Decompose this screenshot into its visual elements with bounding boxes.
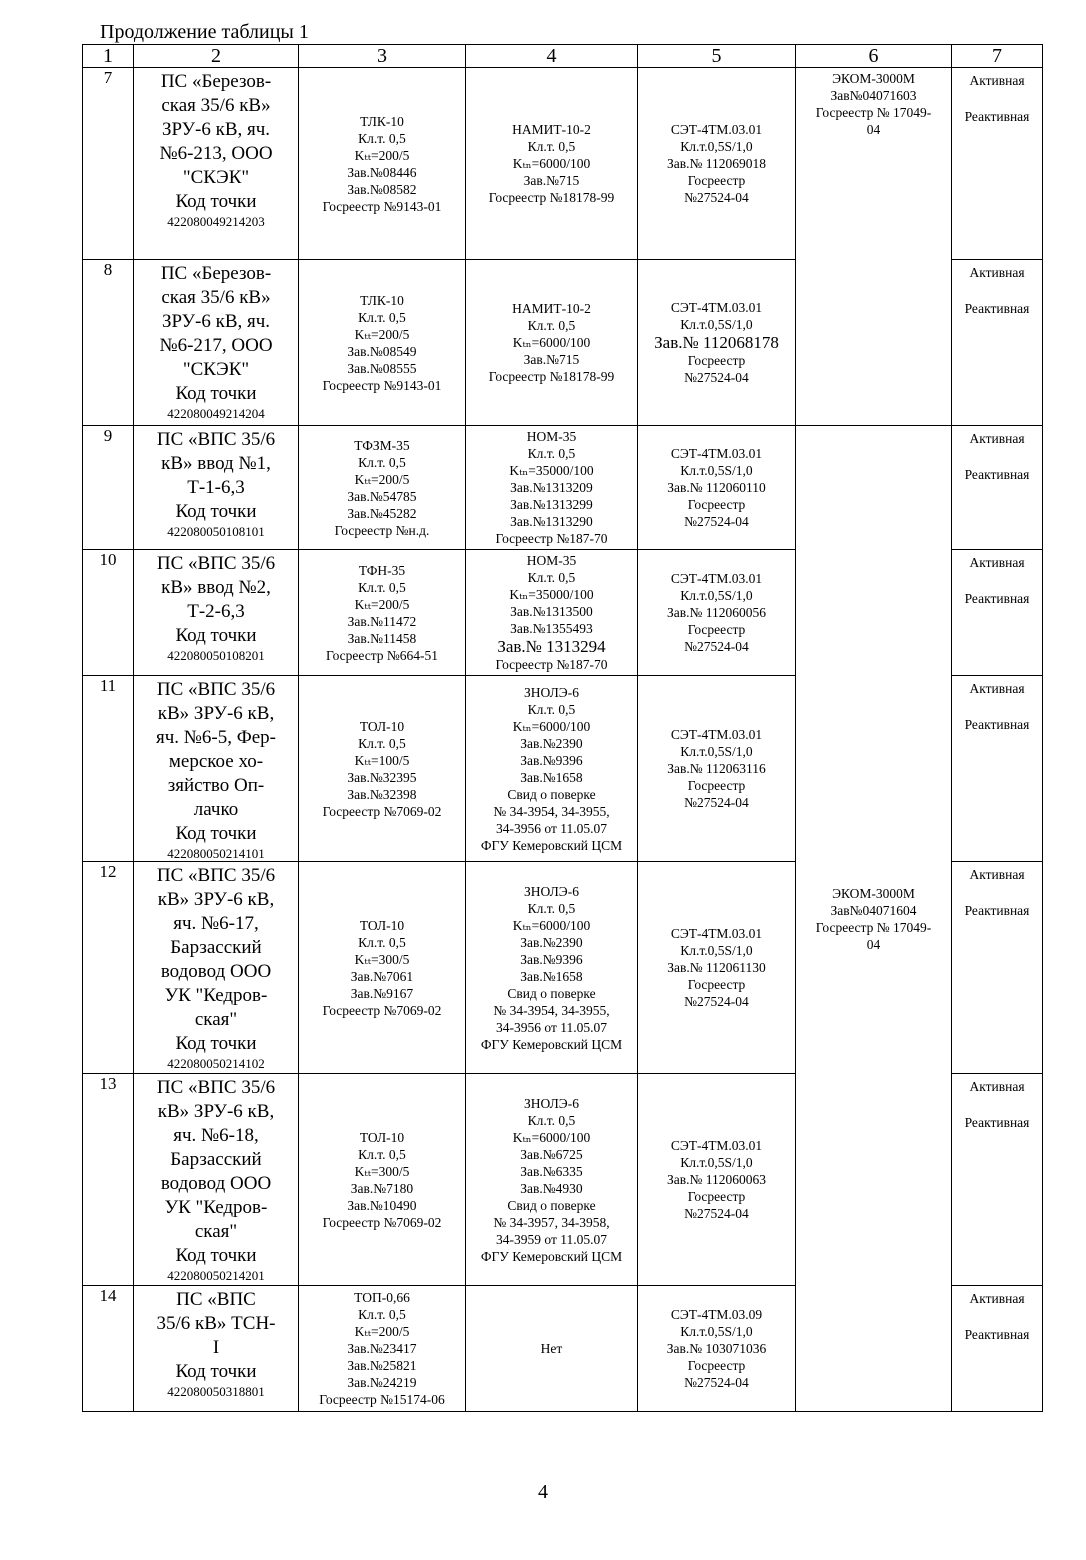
cell-line: 34-3956 от 11.05.07 bbox=[496, 1019, 607, 1035]
name-line: кВ» ввод №1, bbox=[161, 453, 271, 474]
cell-line: СЭТ-4ТМ.03.01 bbox=[670, 727, 763, 742]
meter-cell bbox=[638, 68, 796, 260]
cell-line: Госреестр bbox=[687, 497, 746, 512]
voltage-transformer-cell bbox=[466, 426, 638, 550]
header-cell: 7 bbox=[952, 45, 1043, 68]
cell-line: Kₜₜ=300/5 bbox=[354, 951, 410, 967]
metering-point-name bbox=[134, 550, 299, 676]
voltage-transformer-cell bbox=[466, 260, 638, 426]
meter-cell bbox=[638, 1074, 796, 1286]
cell-line: №27524-04 bbox=[684, 514, 749, 529]
row-number: 13 bbox=[83, 1074, 134, 1286]
cell-line: Зав.№24219 bbox=[347, 1375, 417, 1390]
header-cell: 5 bbox=[638, 45, 796, 68]
cell-line: №27524-04 bbox=[684, 639, 749, 654]
cell-line: Кл.т.0,5S/1,0 bbox=[680, 463, 753, 478]
cell-line: ТЛК-10 bbox=[360, 113, 404, 129]
cell-line: Госреестр №187-70 bbox=[495, 531, 608, 546]
cell-line: Зав.№1658 bbox=[520, 968, 583, 984]
cell-line: Зав.№6335 bbox=[520, 1163, 583, 1179]
energy-active: Активная bbox=[969, 681, 1025, 696]
cell-line: Кл.т. 0,5 bbox=[358, 1146, 406, 1162]
current-transformer-cell bbox=[299, 1286, 466, 1412]
row-number: 10 bbox=[83, 550, 134, 676]
cell-line: Госреестр bbox=[687, 173, 746, 188]
controller-line: ЭКОМ-3000М bbox=[832, 71, 915, 86]
cell-line: СЭТ-4ТМ.03.01 bbox=[670, 571, 763, 586]
cell-line: Госреестр bbox=[687, 1189, 746, 1204]
name-line: лачко bbox=[193, 799, 239, 820]
cell-line: Зав.№23417 bbox=[347, 1341, 417, 1356]
cell-line: Кл.т. 0,5 bbox=[358, 454, 406, 470]
meter-cell bbox=[638, 676, 796, 862]
name-line: I bbox=[212, 1337, 220, 1358]
cell-line: Госреестр bbox=[687, 977, 746, 992]
energy-reactive: Реактивная bbox=[964, 591, 1030, 606]
cell-line: Зав.№ 112068178 bbox=[654, 333, 779, 352]
name-line: яч. №6-17, bbox=[173, 913, 259, 934]
energy-type-cell bbox=[952, 1074, 1043, 1286]
controller-line: 04 bbox=[866, 936, 881, 952]
cell-line: Кл.т. 0,5 bbox=[527, 139, 576, 154]
name-line: Т-2-6,3 bbox=[187, 601, 245, 622]
cell-line: НАМИТ-10-2 bbox=[512, 301, 591, 316]
energy-type-cell bbox=[952, 550, 1043, 676]
energy-type-cell bbox=[952, 426, 1043, 550]
cell-line: Госреестр bbox=[687, 353, 746, 368]
cell-line: Kₜₜ=200/5 bbox=[354, 147, 410, 163]
cell-line: Кл.т.0,5S/1,0 bbox=[680, 943, 753, 958]
cell-line: ТОЛ-10 bbox=[359, 718, 405, 734]
name-line: Барзасский bbox=[170, 937, 262, 958]
name-line: ская 35/6 кВ» bbox=[161, 95, 271, 116]
cell-line: ТЛК-10 bbox=[360, 292, 404, 308]
cell-line: №27524-04 bbox=[684, 1206, 749, 1221]
cell-line: Зав.№08582 bbox=[347, 181, 417, 197]
cell-line: Kₜₜ=300/5 bbox=[354, 1163, 410, 1179]
name-line: кВ» ЗРУ-6 кВ, bbox=[157, 703, 275, 724]
cell-line: Госреестр №664-51 bbox=[325, 647, 439, 663]
cell-line: Kₜₜ=100/5 bbox=[354, 752, 410, 768]
name-line: Код точки bbox=[175, 823, 257, 844]
voltage-transformer-cell bbox=[466, 1286, 638, 1412]
cell-line: ТОЛ-10 bbox=[359, 1129, 405, 1145]
cell-line: Нет bbox=[540, 1341, 563, 1356]
cell-line: Зав.№1313290 bbox=[510, 514, 593, 529]
cell-line: Зав.№11458 bbox=[347, 630, 417, 646]
energy-reactive: Реактивная bbox=[964, 1115, 1030, 1130]
cell-line: Зав.№7180 bbox=[350, 1180, 414, 1196]
energy-active: Активная bbox=[969, 555, 1025, 570]
cell-line: Зав.№10490 bbox=[347, 1197, 417, 1213]
controller-cell bbox=[796, 426, 952, 1412]
row-number: 7 bbox=[83, 68, 134, 260]
name-line: "СКЭК" bbox=[182, 359, 250, 380]
cell-line: Зав.№715 bbox=[523, 352, 580, 367]
energy-type-cell bbox=[952, 260, 1043, 426]
metering-point-name bbox=[134, 676, 299, 862]
energy-type-cell bbox=[952, 68, 1043, 260]
cell-line: Кл.т. 0,5 bbox=[527, 1112, 576, 1128]
controller-line: Госреестр № 17049- bbox=[815, 105, 932, 120]
cell-line: ЗНОЛЭ-6 bbox=[524, 883, 579, 899]
current-transformer-cell bbox=[299, 260, 466, 426]
cell-line: Зав.№715 bbox=[523, 173, 580, 188]
name-line: зяйство Оп- bbox=[167, 775, 265, 796]
name-line: ПС «ВПС 35/6 bbox=[156, 679, 276, 700]
cell-line: ТОП-0,66 bbox=[354, 1290, 410, 1305]
cell-line: Свид о поверке bbox=[507, 786, 596, 802]
name-line: ПС «ВПС 35/6 bbox=[156, 1077, 276, 1098]
name-line: ПС «Березов- bbox=[160, 263, 272, 284]
energy-type-cell bbox=[952, 1286, 1043, 1412]
name-line: кВ» ЗРУ-6 кВ, bbox=[157, 1101, 275, 1122]
energy-reactive: Реактивная bbox=[964, 109, 1030, 124]
energy-active: Активная bbox=[969, 265, 1025, 280]
name-line: мерское хо- bbox=[168, 751, 264, 772]
cell-line: Госреестр №н.д. bbox=[334, 522, 430, 538]
cell-line: Госреестр №9143-01 bbox=[322, 198, 442, 214]
cell-line: Госреестр №18178-99 bbox=[488, 369, 615, 384]
name-line: Код точки bbox=[175, 1033, 257, 1054]
cell-line: № 34-3957, 34-3958, bbox=[493, 1214, 610, 1230]
cell-line: Kₜₙ=35000/100 bbox=[509, 587, 594, 602]
cell-line: НОМ-35 bbox=[526, 553, 577, 568]
cell-line: Kₜₜ=200/5 bbox=[354, 471, 410, 487]
cell-line: Кл.т. 0,5 bbox=[358, 934, 406, 950]
controller-line: Госреестр № 17049- bbox=[815, 919, 932, 935]
table-body bbox=[83, 68, 1043, 1412]
cell-line: Kₜₜ=200/5 bbox=[354, 596, 410, 612]
row-number: 12 bbox=[83, 862, 134, 1074]
cell-line: Кл.т. 0,5 bbox=[527, 701, 576, 717]
energy-active: Активная bbox=[969, 1079, 1025, 1094]
point-code: 422080049214204 bbox=[167, 406, 265, 421]
cell-line: ЗНОЛЭ-6 bbox=[524, 1095, 579, 1111]
cell-line: Зав.№ 112060056 bbox=[666, 605, 766, 620]
cell-line: №27524-04 bbox=[684, 370, 749, 385]
header-cell: 1 bbox=[83, 45, 134, 68]
cell-line: Кл.т.0,5S/1,0 bbox=[680, 1155, 753, 1170]
cell-line: Госреестр bbox=[687, 622, 746, 637]
energy-reactive: Реактивная bbox=[964, 903, 1030, 918]
cell-line: Кл.т. 0,5 bbox=[527, 318, 576, 333]
cell-line: Kₜₙ=6000/100 bbox=[512, 156, 591, 171]
cell-line: Зав.№ 103071036 bbox=[666, 1341, 767, 1356]
cell-line: Зав.№9167 bbox=[350, 985, 414, 1001]
cell-line: Kₜₜ=200/5 bbox=[354, 326, 410, 342]
cell-line: Свид о поверке bbox=[507, 1197, 596, 1213]
cell-line: СЭТ-4ТМ.03.01 bbox=[670, 300, 763, 315]
cell-line: Kₜₙ=6000/100 bbox=[512, 335, 591, 350]
table-caption: Продолжение таблицы 1 bbox=[100, 21, 309, 43]
name-line: ПС «ВПС 35/6 bbox=[156, 865, 276, 886]
name-line: УК "Кедров- bbox=[164, 1197, 268, 1218]
name-line: ЗРУ-6 кВ, яч. bbox=[161, 119, 271, 140]
cell-line: НАМИТ-10-2 bbox=[512, 122, 591, 137]
cell-line: № 34-3954, 34-3955, bbox=[493, 803, 610, 819]
cell-line: Kₜₙ=6000/100 bbox=[512, 1129, 591, 1145]
cell-line: СЭТ-4ТМ.03.09 bbox=[670, 1307, 763, 1322]
cell-line: СЭТ-4ТМ.03.01 bbox=[670, 1138, 763, 1153]
cell-line: Госреестр №7069-02 bbox=[322, 803, 442, 819]
row-number: 8 bbox=[83, 260, 134, 426]
name-line: Код точки bbox=[175, 191, 257, 212]
name-line: ПС «ВПС bbox=[176, 1289, 256, 1310]
header-cell: 6 bbox=[796, 45, 952, 68]
cell-line: №27524-04 bbox=[684, 190, 749, 205]
point-code: 422080050214201 bbox=[167, 1268, 265, 1283]
cell-line: Зав.№32395 bbox=[347, 769, 417, 785]
cell-line: Зав.№25821 bbox=[347, 1358, 417, 1373]
energy-type-cell bbox=[952, 862, 1043, 1074]
cell-line: Зав.№1313299 bbox=[510, 497, 593, 512]
name-line: ПС «ВПС 35/6 bbox=[156, 429, 276, 450]
cell-line: Зав.№ 1313294 bbox=[497, 637, 606, 656]
name-line: ПС «ВПС 35/6 bbox=[156, 553, 276, 574]
cell-line: Зав.№ 112069018 bbox=[666, 156, 766, 171]
name-line: Т-1-6,3 bbox=[187, 477, 245, 498]
voltage-transformer-cell bbox=[466, 862, 638, 1074]
controller-line: Зав№04071604 bbox=[830, 902, 917, 918]
cell-line: Свид о поверке bbox=[507, 985, 596, 1001]
row-number: 14 bbox=[83, 1286, 134, 1412]
name-line: Код точки bbox=[175, 1245, 257, 1266]
cell-line: Зав.№ 112060110 bbox=[667, 480, 766, 495]
name-line: Код точки bbox=[175, 383, 257, 404]
cell-line: Kₜₜ=200/5 bbox=[354, 1324, 410, 1339]
cell-line: Кл.т.0,5S/1,0 bbox=[680, 317, 753, 332]
cell-line: Зав.№ 112060063 bbox=[666, 1172, 766, 1187]
equipment-table bbox=[82, 44, 1043, 1412]
cell-line: Кл.т. 0,5 bbox=[358, 1307, 406, 1322]
cell-line: Госреестр bbox=[687, 778, 746, 793]
current-transformer-cell bbox=[299, 68, 466, 260]
controller-line: 04 bbox=[866, 122, 881, 137]
energy-reactive: Реактивная bbox=[964, 717, 1030, 732]
current-transformer-cell bbox=[299, 862, 466, 1074]
point-code: 422080050108101 bbox=[167, 524, 265, 539]
meter-cell bbox=[638, 260, 796, 426]
metering-point-name bbox=[134, 260, 299, 426]
cell-line: №27524-04 bbox=[684, 1375, 749, 1390]
name-line: яч. №6-18, bbox=[173, 1125, 259, 1146]
cell-line: ТФЗМ-35 bbox=[354, 437, 410, 453]
meter-cell bbox=[638, 1286, 796, 1412]
point-code: 422080050214102 bbox=[167, 1056, 265, 1071]
cell-line: Зав.№4930 bbox=[520, 1180, 583, 1196]
cell-line: Зав.№11472 bbox=[347, 613, 417, 629]
point-code: 422080050318801 bbox=[167, 1384, 265, 1399]
current-transformer-cell bbox=[299, 1074, 466, 1286]
name-line: ская 35/6 кВ» bbox=[161, 287, 271, 308]
cell-line: Кл.т. 0,5 bbox=[527, 900, 576, 916]
cell-line: Зав.№2390 bbox=[520, 735, 583, 751]
voltage-transformer-cell bbox=[466, 68, 638, 260]
cell-line: ФГУ Кемеровский ЦСМ bbox=[480, 837, 623, 853]
cell-line: Кл.т.0,5S/1,0 bbox=[680, 744, 753, 759]
cell-line: Кл.т. 0,5 bbox=[358, 309, 406, 325]
page-number: 4 bbox=[538, 1481, 548, 1503]
cell-line: Госреестр bbox=[687, 1358, 746, 1373]
current-transformer-cell bbox=[299, 426, 466, 550]
cell-line: Госреестр №7069-02 bbox=[322, 1002, 442, 1018]
cell-line: ТФН-35 bbox=[358, 562, 406, 578]
cell-line: № 34-3954, 34-3955, bbox=[493, 1002, 610, 1018]
cell-line: Зав.№7061 bbox=[350, 968, 414, 984]
cell-line: №27524-04 bbox=[684, 994, 749, 1009]
name-line: Код точки bbox=[175, 501, 257, 522]
cell-line: Госреестр №18178-99 bbox=[488, 190, 615, 205]
current-transformer-cell bbox=[299, 550, 466, 676]
cell-line: Кл.т. 0,5 bbox=[358, 579, 406, 595]
energy-reactive: Реактивная bbox=[964, 467, 1030, 482]
controller-line: Зав№04071603 bbox=[830, 88, 917, 103]
point-code: 422080049214203 bbox=[167, 214, 265, 229]
voltage-transformer-cell bbox=[466, 1074, 638, 1286]
cell-line: Зав.№1313500 bbox=[510, 604, 593, 619]
current-transformer-cell bbox=[299, 676, 466, 862]
cell-line: Кл.т.0,5S/1,0 bbox=[680, 1324, 753, 1339]
name-line: кВ» ввод №2, bbox=[161, 577, 271, 598]
name-line: водовод ООО bbox=[160, 1173, 272, 1194]
metering-point-name bbox=[134, 68, 299, 260]
energy-active: Активная bbox=[969, 1291, 1025, 1306]
cell-line: Зав.№08555 bbox=[347, 360, 417, 376]
cell-line: Зав.№1658 bbox=[520, 769, 583, 785]
cell-line: ФГУ Кемеровский ЦСМ bbox=[480, 1036, 623, 1052]
controller-line: ЭКОМ-3000М bbox=[832, 885, 915, 901]
cell-line: Зав.№08446 bbox=[347, 164, 417, 180]
header-cell: 4 bbox=[466, 45, 638, 68]
name-line: ЗРУ-6 кВ, яч. bbox=[161, 311, 271, 332]
cell-line: Зав.№45282 bbox=[347, 505, 417, 521]
cell-line: Госреестр №187-70 bbox=[495, 657, 608, 672]
name-line: ПС «Березов- bbox=[160, 71, 272, 92]
row-number: 11 bbox=[83, 676, 134, 862]
controller-cell bbox=[796, 68, 952, 426]
cell-line: Кл.т.0,5S/1,0 bbox=[680, 588, 753, 603]
cell-line: Зав.№1355493 bbox=[510, 621, 593, 636]
name-line: Код точки bbox=[175, 1361, 257, 1382]
energy-reactive: Реактивная bbox=[964, 1327, 1030, 1342]
meter-cell bbox=[638, 426, 796, 550]
cell-line: ЗНОЛЭ-6 bbox=[524, 684, 579, 700]
name-line: яч. №6-5, Фер- bbox=[155, 727, 277, 748]
metering-point-name bbox=[134, 426, 299, 550]
cell-line: Госреестр №9143-01 bbox=[322, 377, 442, 393]
name-line: Код точки bbox=[175, 625, 257, 646]
point-code: 422080050108201 bbox=[167, 648, 265, 663]
cell-line: 34-3959 от 11.05.07 bbox=[496, 1231, 607, 1247]
meter-cell bbox=[638, 550, 796, 676]
cell-line: Кл.т. 0,5 bbox=[527, 570, 576, 585]
header-row bbox=[83, 45, 1043, 68]
cell-line: Kₜₙ=6000/100 bbox=[512, 718, 591, 734]
metering-point-name bbox=[134, 862, 299, 1074]
voltage-transformer-cell bbox=[466, 676, 638, 862]
metering-point-name bbox=[134, 1286, 299, 1412]
cell-line: ФГУ Кемеровский ЦСМ bbox=[480, 1248, 623, 1264]
cell-line: Зав.№9396 bbox=[520, 951, 583, 967]
table-row bbox=[83, 68, 1043, 260]
cell-line: №27524-04 bbox=[684, 795, 749, 810]
cell-line: Кл.т. 0,5 bbox=[358, 130, 406, 146]
point-code: 422080050214101 bbox=[167, 846, 265, 861]
cell-line: Kₜₙ=6000/100 bbox=[512, 917, 591, 933]
cell-line: Кл.т. 0,5 bbox=[358, 735, 406, 751]
cell-line: 34-3956 от 11.05.07 bbox=[496, 820, 607, 836]
cell-line: Зав.№54785 bbox=[347, 488, 417, 504]
cell-line: НОМ-35 bbox=[526, 429, 577, 444]
cell-line: Зав.№9396 bbox=[520, 752, 583, 768]
name-line: УК "Кедров- bbox=[164, 985, 268, 1006]
cell-line: Зав.№ 112061130 bbox=[667, 960, 766, 975]
cell-line: Зав.№ 112063116 bbox=[667, 761, 766, 776]
energy-active: Активная bbox=[969, 431, 1025, 446]
cell-line: Зав.№32398 bbox=[347, 786, 417, 802]
name-line: Барзасский bbox=[170, 1149, 262, 1170]
meter-cell bbox=[638, 862, 796, 1074]
cell-line: Кл.т.0,5S/1,0 bbox=[680, 139, 753, 154]
energy-active: Активная bbox=[969, 867, 1025, 882]
name-line: "СКЭК" bbox=[182, 167, 250, 188]
cell-line: ТОЛ-10 bbox=[359, 917, 405, 933]
cell-line: Зав.№1313209 bbox=[510, 480, 593, 495]
cell-line: СЭТ-4ТМ.03.01 bbox=[670, 926, 763, 941]
cell-line: Зав.№6725 bbox=[520, 1146, 583, 1162]
name-line: 35/6 кВ» ТСН- bbox=[156, 1313, 276, 1334]
name-line: кВ» ЗРУ-6 кВ, bbox=[157, 889, 275, 910]
cell-line: Kₜₙ=35000/100 bbox=[509, 463, 594, 478]
cell-line: Кл.т. 0,5 bbox=[527, 446, 576, 461]
name-line: ская" bbox=[194, 1009, 238, 1030]
cell-line: Зав.№2390 bbox=[520, 934, 583, 950]
cell-line: Госреестр №7069-02 bbox=[322, 1214, 442, 1230]
metering-point-name bbox=[134, 1074, 299, 1286]
cell-line: СЭТ-4ТМ.03.01 bbox=[670, 122, 763, 137]
name-line: ская" bbox=[194, 1221, 238, 1242]
header-cell: 3 bbox=[299, 45, 466, 68]
energy-active: Активная bbox=[969, 73, 1025, 88]
energy-reactive: Реактивная bbox=[964, 301, 1030, 316]
header-cell: 2 bbox=[134, 45, 299, 68]
name-line: №6-217, ООО bbox=[159, 335, 273, 356]
energy-type-cell bbox=[952, 676, 1043, 862]
cell-line: СЭТ-4ТМ.03.01 bbox=[670, 446, 763, 461]
table-row bbox=[83, 426, 1043, 550]
name-line: №6-213, ООО bbox=[159, 143, 273, 164]
cell-line: Госреестр №15174-06 bbox=[319, 1392, 445, 1407]
name-line: водовод ООО bbox=[160, 961, 272, 982]
voltage-transformer-cell bbox=[466, 550, 638, 676]
cell-line: Зав.№08549 bbox=[347, 343, 417, 359]
row-number: 9 bbox=[83, 426, 134, 550]
